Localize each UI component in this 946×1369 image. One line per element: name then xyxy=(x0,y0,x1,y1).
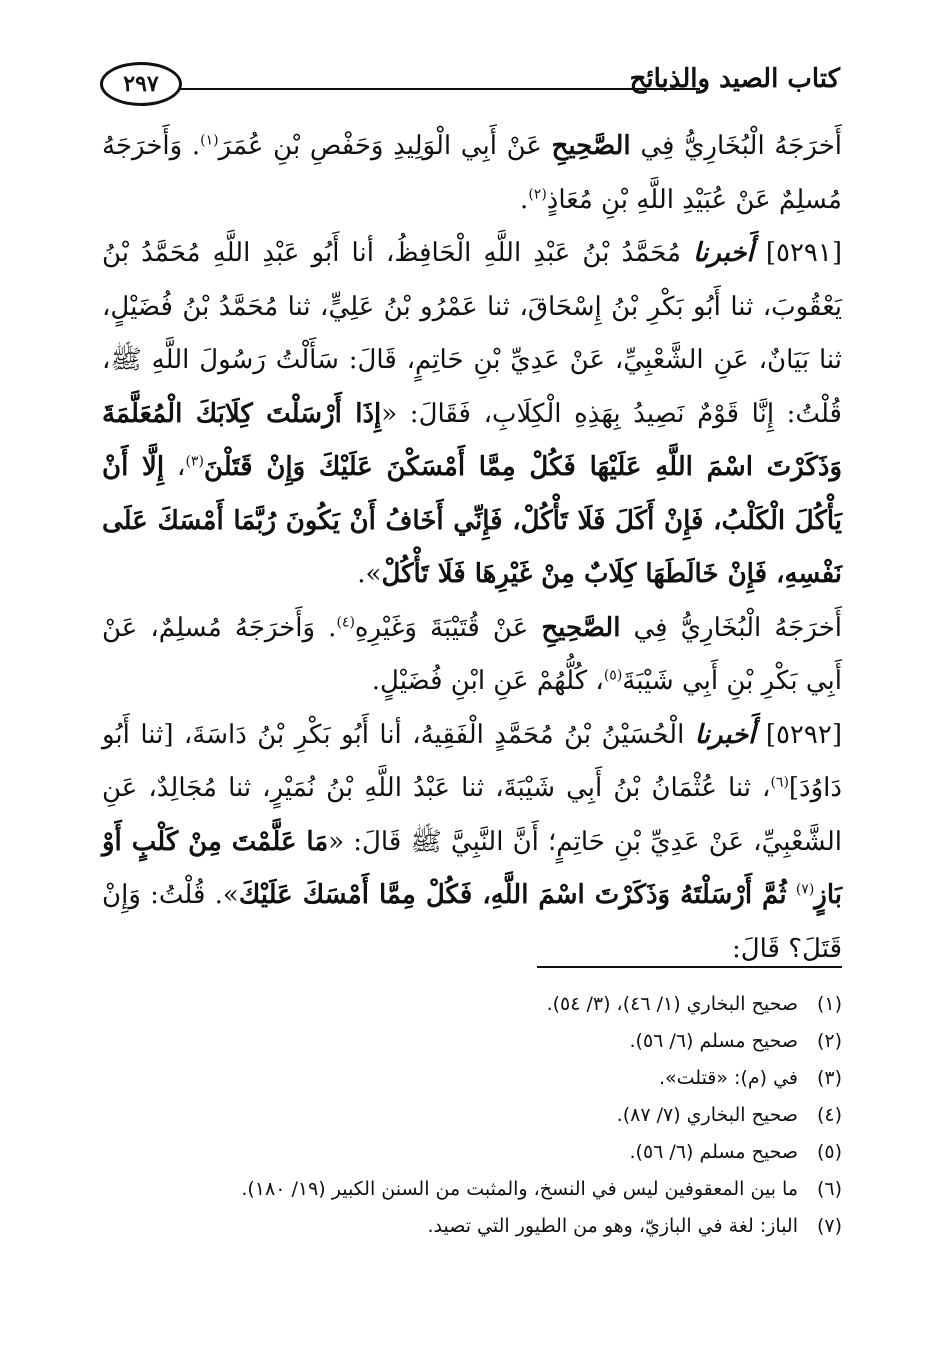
footnote xyxy=(102,1097,842,1134)
footnote-ref: (٧) xyxy=(795,881,815,898)
footnote-number: (٤) xyxy=(816,1104,842,1126)
text-run: . xyxy=(520,184,529,215)
footnote-number: (٧) xyxy=(816,1215,842,1237)
footnote-ref: (٦) xyxy=(770,774,789,791)
text-run xyxy=(787,880,796,910)
text-run: ، ثنا عُثْمَانُ بْنُ أَبِي شَيْبَةَ، ثنا عَبْدُ اللَّهِ بْنُ نُمَيْرٍ، ثنا مُجَالِدٌ، عَنِ الشَّعْبِيِّ، عَنْ عَدِيِّ بْنِ حَاتِمٍ؛ أَنَّ النَّبِيَّ ﷺ قَالَ: « xyxy=(102,773,842,857)
footnote xyxy=(102,1060,842,1097)
footnote-text: صحيح البخاري (١/ ٤٦)، (٣/ ٥٤). xyxy=(546,993,798,1015)
text-run: . وَأَخرَجَهُ مُسلِمٌ، عَنْ أَبِي بَكْرِ بْنِ أَبِي شَيْبَةَ xyxy=(102,612,842,696)
footnote-ref: (١) xyxy=(200,132,219,149)
book-title: كتاب الصيد والذبائح xyxy=(629,64,840,94)
paragraph xyxy=(102,602,842,709)
text-run: . وَأَخرَجَهُ مُسلِمٌ عَنْ عُبَيْدِ اللَّهِ بْنِ مُعَاذٍ xyxy=(102,131,842,215)
text-run: [٥٢٩١] xyxy=(753,238,842,268)
footnote xyxy=(102,1171,842,1208)
emphasized-text: مَا عَلَّمْتَ مِنْ كَلْبٍ أَوْ بَازٍ xyxy=(102,826,843,910)
footnote-text: صحيح مسلم (٦/ ٥٦). xyxy=(629,1030,798,1052)
footnote-number: (٣) xyxy=(816,1067,842,1089)
footnotes-list xyxy=(102,986,842,1245)
text-run: عَنْ قُتَيْبَةَ وَغَيْرِهِ xyxy=(354,612,542,643)
text-run: ». قُلْتُ: وَإِنْ قَتَلَ؟ قَالَ: xyxy=(102,880,842,964)
paragraph xyxy=(102,709,842,977)
text-run: الْحُسَيْنُ بْنُ مُحَمَّدٍ الْفَقِيهُ، أنا أَبُو بَكْرِ بْنُ دَاسَةَ، [ثنا أَبُو دَاوُدَ] xyxy=(102,719,842,803)
footnote-text: صحيح البخاري (٧/ ٨٧). xyxy=(616,1104,798,1126)
main-text xyxy=(102,120,842,976)
footnote-ref: (٣) xyxy=(185,453,204,470)
footnote-text: ما بين المعقوفين ليس في النسخ، والمثبت من السنن الكبير (١٩/ ١٨٠). xyxy=(241,1178,798,1200)
paragraph xyxy=(102,227,842,602)
header-rule xyxy=(180,88,700,90)
emphasized-text: الصَّحِيحِ xyxy=(551,131,631,161)
footnote-ref: (٥) xyxy=(603,667,623,684)
emphasized-text: إِذَا أَرْسَلْتَ كِلَابَكَ الْمُعَلَّمَةَ وَذَكَرْتَ اسْمَ اللَّهِ عَلَيْهَا فَكُلْ مِمَّا أَمْسَكْنَ عَلَيْكَ وَإِنْ قَتَلْنَ xyxy=(102,398,843,482)
footnote-text: صحيح مسلم (٦/ ٥٦). xyxy=(629,1141,798,1163)
page-number: ٢٩٧ xyxy=(100,62,182,106)
footnote xyxy=(102,1134,842,1171)
text-run: ». xyxy=(357,559,382,589)
emphasized-text: الصَّحِيحِ xyxy=(541,612,621,643)
emphasized-text: ثُمَّ أَرْسَلْتَهُ وَذَكَرْتَ اسْمَ اللَّهِ، فَكُلْ مِمَّا أَمْسَكَ عَلَيْكَ xyxy=(238,880,787,910)
narration-keyword: أَخبرنا xyxy=(693,238,754,268)
paragraph xyxy=(102,120,842,227)
page-header xyxy=(100,58,840,114)
footnote-number: (٦) xyxy=(816,1178,842,1200)
footnote-ref: (٤) xyxy=(336,613,355,630)
footnote-number: (١) xyxy=(816,993,842,1015)
footnote xyxy=(102,986,842,1023)
narration-keyword: أَخبرنا xyxy=(694,719,756,750)
text-run: أَخرَجَهُ الْبُخَارِيُّ فِي xyxy=(630,131,842,161)
text-run: [٥٢٩٢] xyxy=(755,719,842,750)
footnote xyxy=(102,1023,842,1060)
footnote-text: الباز: لغة في البازيّ، وهو من الطيور التي تصيد. xyxy=(427,1215,798,1237)
footnote-separator xyxy=(537,966,842,968)
footnote-number: (٥) xyxy=(816,1141,842,1163)
footnote-number: (٢) xyxy=(816,1030,842,1052)
footnote-text: في (م): «قتلت». xyxy=(658,1067,798,1089)
text-run: أَخرَجَهُ الْبُخَارِيُّ فِي xyxy=(620,612,842,643)
footnote-ref: (٢) xyxy=(528,185,547,202)
footnote xyxy=(102,1208,842,1245)
text-run: عَنْ أَبِي الْوَلِيدِ وَحَفْصِ بْنِ عُمَرَ xyxy=(218,131,552,161)
emphasized-text: إِلَّا أَنْ يَأْكُلَ الْكَلْبُ، فَإِنْ أَكَلَ فَلَا تَأْكُلْ، فَإِنِّي أَخَافُ أَنْ يَكُونَ رُبَّمَا أَمْسَكَ عَلَى نَفْسِهِ، فَإِنْ خَالَطَهَا كِلَابٌ مِنْ غَيْرِهَا فَلَا تَأْكُلْ xyxy=(102,452,842,589)
text-run: ، كُلُّهُمْ عَنِ ابْنِ فُضَيْلٍ. xyxy=(371,666,604,696)
text-run: مُحَمَّدُ بْنُ عَبْدِ اللَّهِ الْحَافِظُ، أنا أَبُو عَبْدِ اللَّهِ مُحَمَّدُ بْنُ يَعْقُوبَ، ثنا أَبُو بَكْرِ بْنُ إِسْحَاقَ، ثنا عَمْرُو بْنُ عَلِيٍّ، ثنا مُحَمَّدُ بْنُ فُضَيْلٍ، ثنا بَيَانٌ، عَنِ الشَّعْبِيِّ، عَنْ عَدِيِّ بْنِ حَاتِمٍ، قَالَ: سَأَلْتُ رَسُولَ اللَّهِ ﷺ، قُلْتُ: إِنَّا قَوْمٌ نَصِيدُ بِهَذِهِ الْكِلَابِ، فَقَالَ: « xyxy=(102,238,842,429)
text-run: ، xyxy=(164,452,186,482)
